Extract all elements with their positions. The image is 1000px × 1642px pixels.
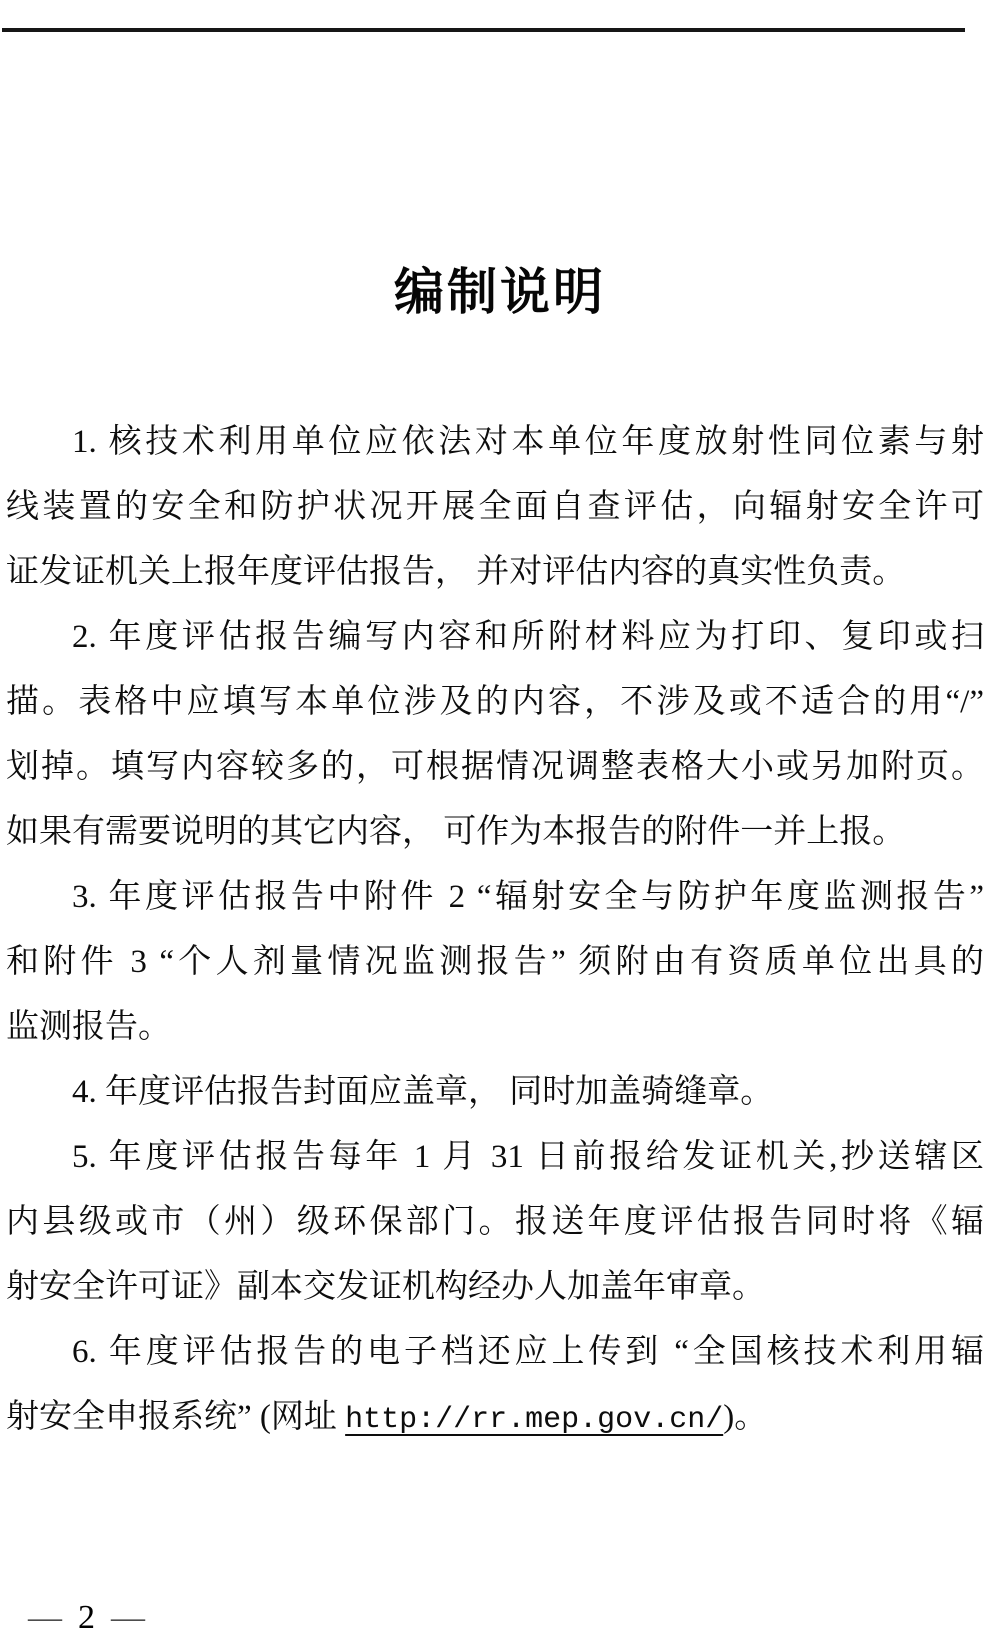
text-run: 线装置的安全和防护状况开展全面自查评估，向辐射安全许可 [6,489,984,525]
text-run: 证发证机关上报年度评估报告， 并对评估内容的真实性负责。 [6,554,906,590]
footer-right-dash: — [111,1599,145,1636]
text-line [6,475,984,540]
footer-left-dash: — [28,1599,62,1636]
text-run: 4. 年度评估报告封面应盖章， 同时加盖骑缝章。 [72,1074,774,1110]
text-line [6,1125,984,1190]
text-run: 监测报告。 [6,1009,171,1045]
text-line [6,1190,984,1255]
text-line [6,995,984,1060]
text-run: 6. 年度评估报告的电子档还应上传到 “全国核技术利用辐 [72,1334,984,1370]
text-run: 2. 年度评估报告编写内容和所附材料应为打印、复印或扫 [72,619,984,655]
text-line [6,1320,984,1385]
text-run: 和附件 3 “个人剂量情况监测报告” 须附由有资质单位出具的 [6,944,984,980]
text-run: 射安全申报系统” (网址 [6,1399,346,1435]
url-link[interactable]: http://rr.mep.gov.cn/ [345,1403,724,1437]
text-run: 描。表格中应填写本单位涉及的内容，不涉及或不适合的用“/” [6,684,984,720]
text-line [6,930,984,995]
text-line [6,410,984,475]
document-body [6,410,984,1450]
text-run: 1. 核技术利用单位应依法对本单位年度放射性同位素与射 [72,424,984,460]
text-run: 如果有需要说明的其它内容， 可作为本报告的附件一并上报。 [6,814,906,850]
page-number: 2 [78,1599,95,1636]
text-line [6,605,984,670]
text-line [6,670,984,735]
text-line [6,1255,984,1320]
text-run: 5. 年度评估报告每年 1 月 31 日前报给发证机关,抄送辖区 [72,1139,984,1175]
text-run: 内县级或市（州）级环保部门。报送年度评估报告同时将《辐 [6,1204,984,1240]
text-line [6,865,984,930]
text-run: 3. 年度评估报告中附件 2 “辐射安全与防护年度监测报告” [72,879,984,915]
text-line [6,1060,984,1125]
top-border-rule [2,28,965,32]
text-line [6,1385,984,1450]
page-title: 编制说明 [394,264,606,320]
page-footer [28,1598,145,1638]
text-line [6,735,984,800]
text-line [6,800,984,865]
text-run: 划掉。填写内容较多的，可根据情况调整表格大小或另加附页。 [6,749,984,785]
text-run: )。 [723,1399,768,1435]
text-run: 射安全许可证》副本交发证机构经办人加盖年审章。 [6,1269,765,1305]
text-line [6,540,984,605]
